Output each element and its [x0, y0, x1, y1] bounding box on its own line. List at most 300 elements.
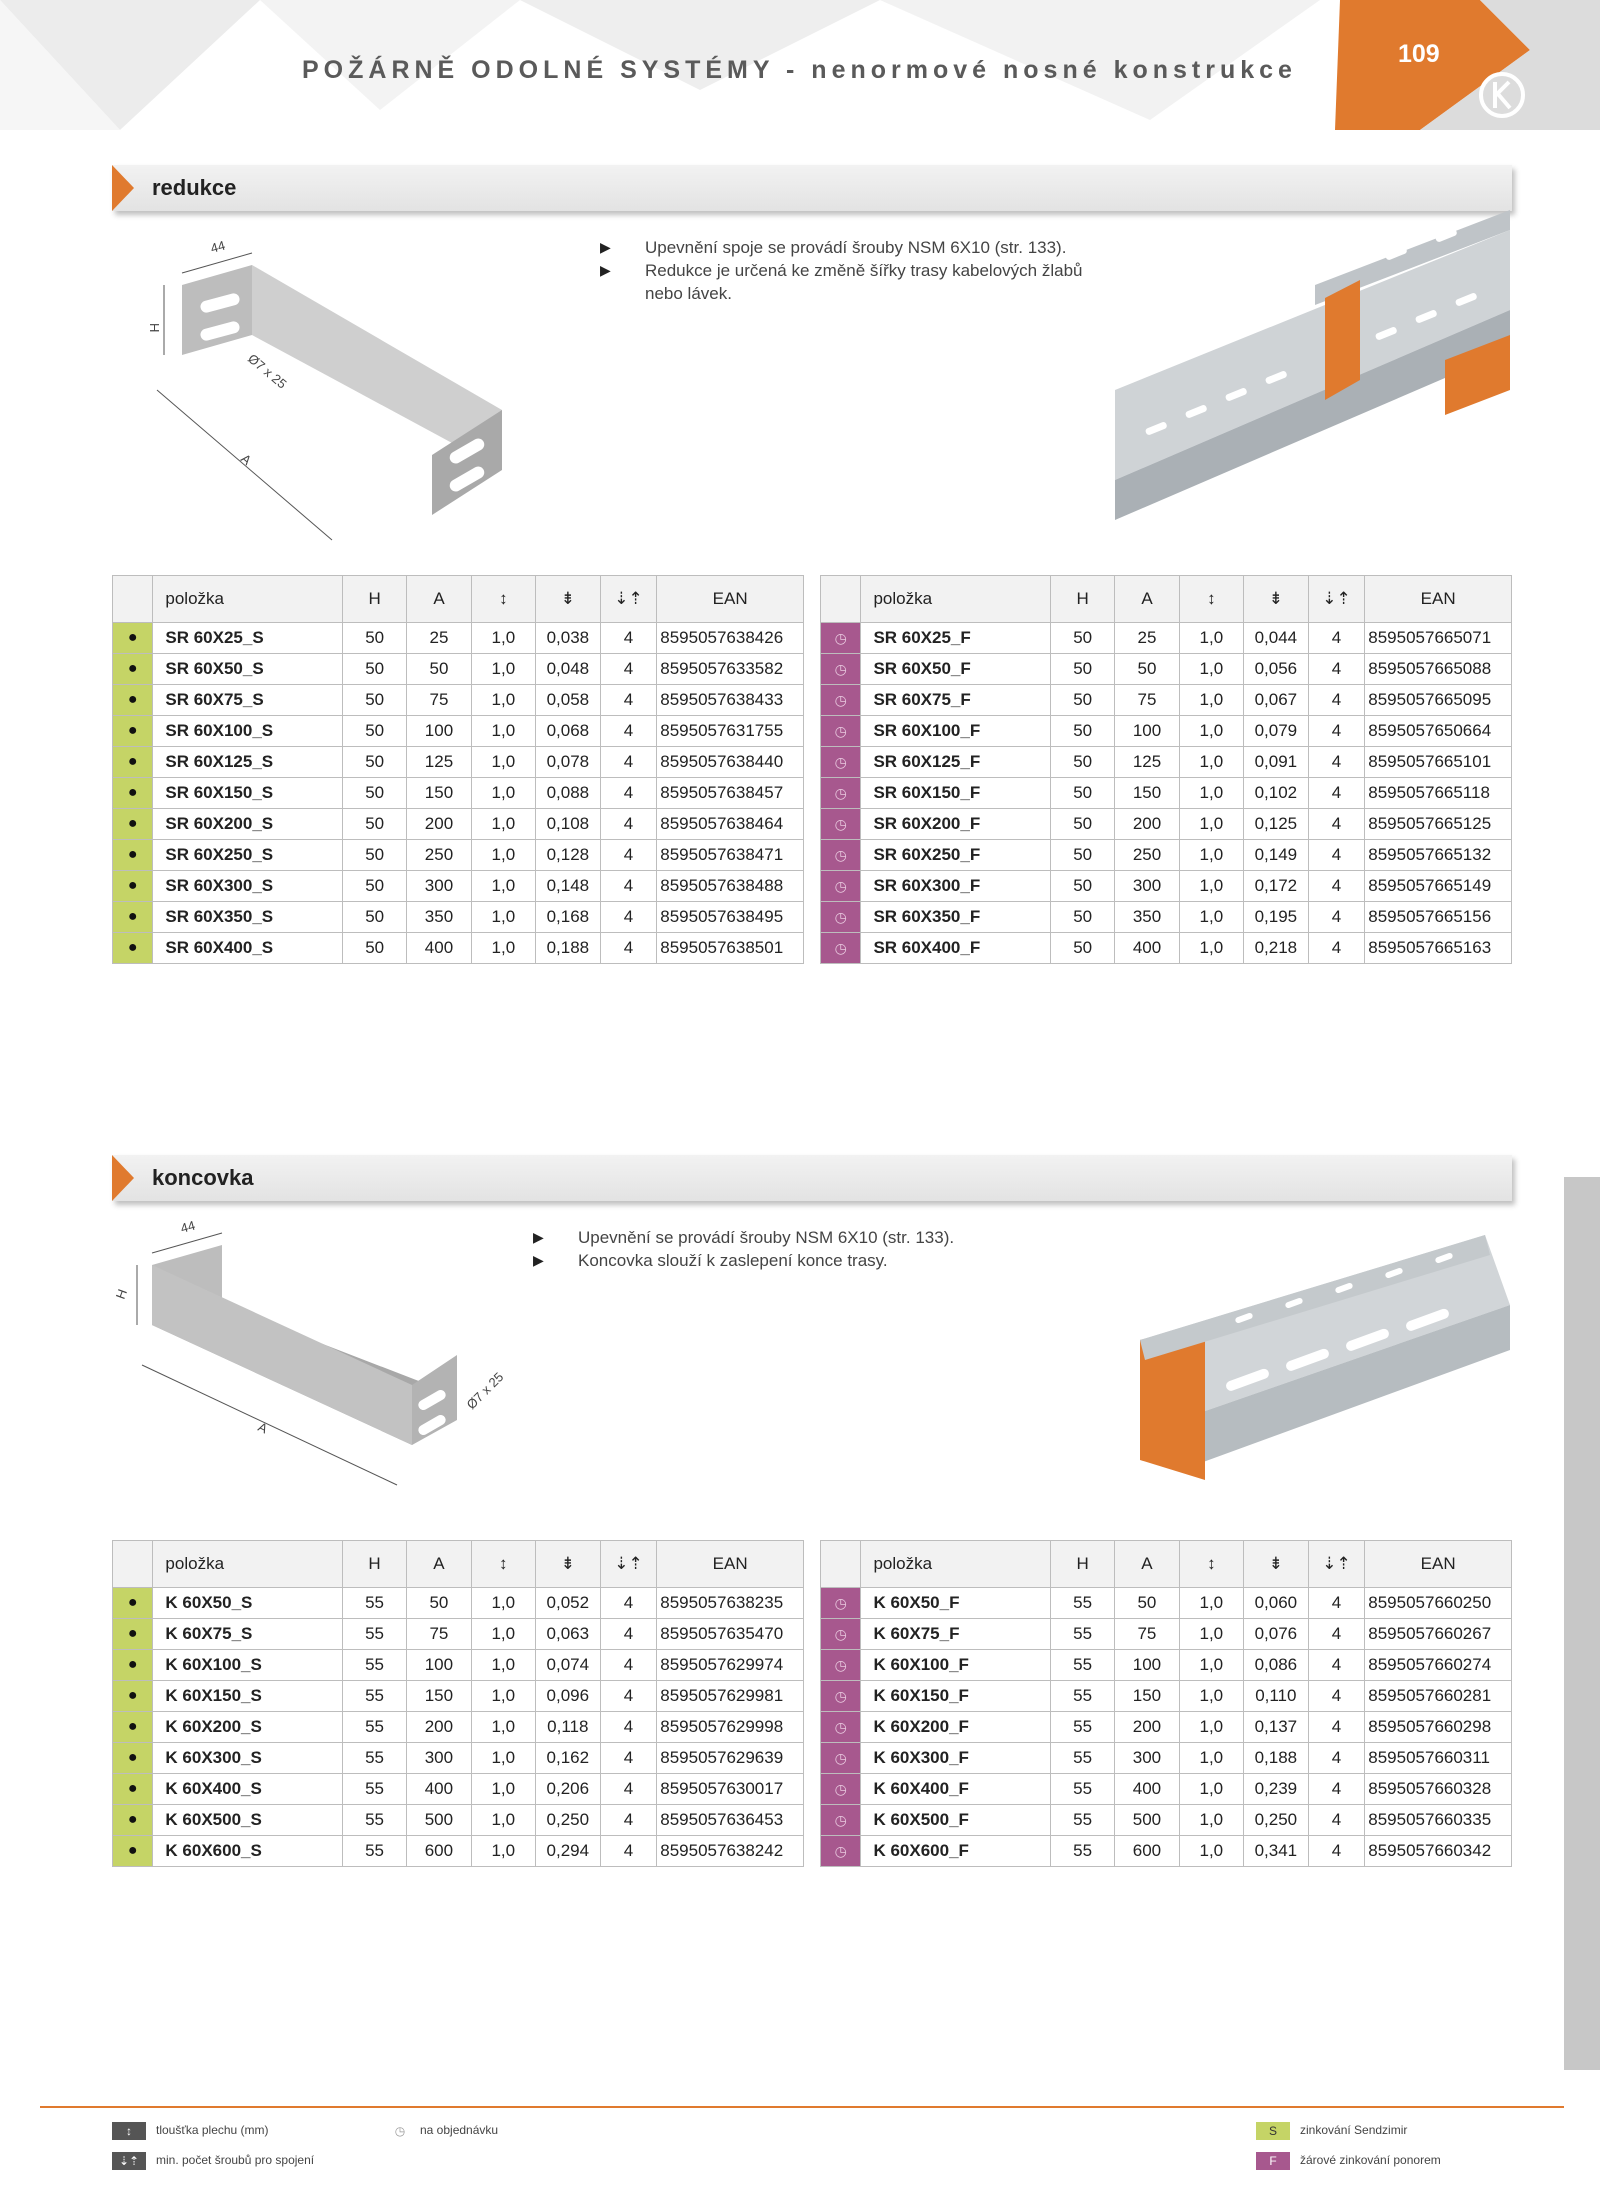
legend-label: na objednávku [420, 2123, 499, 2138]
koncovka-table-f [820, 1540, 1512, 1867]
h-value: 50 [1051, 654, 1115, 685]
col-header-h: H [1051, 576, 1115, 623]
ean-value: 8595057638471 [657, 840, 804, 871]
bolts-value: 4 [600, 871, 657, 902]
bolts-value: 4 [1308, 778, 1365, 809]
thickness-value: 1,0 [1179, 1774, 1243, 1805]
thickness-value: 1,0 [471, 871, 535, 902]
bolts-value: 4 [1308, 1805, 1365, 1836]
dim-label-hole: Ø7 x 25 [245, 350, 290, 392]
thickness-value: 1,0 [471, 747, 535, 778]
col-header-item: položka [861, 576, 1051, 623]
col-header-h: H [342, 1541, 406, 1588]
legend-s [1256, 2122, 1407, 2140]
table-row [821, 871, 1512, 902]
ean-value: 8595057635470 [657, 1619, 804, 1650]
item-code: K 60X150_S [153, 1681, 343, 1712]
bolts-icon: ⇣⇡ [1308, 1541, 1365, 1588]
a-value: 100 [407, 716, 471, 747]
item-code: K 60X100_S [153, 1650, 343, 1681]
thickness-value: 1,0 [1179, 716, 1243, 747]
item-code: SR 60X100_F [861, 716, 1051, 747]
a-value: 300 [1115, 871, 1179, 902]
item-code: K 60X300_F [861, 1743, 1050, 1774]
table-row [821, 778, 1512, 809]
table-row [821, 1805, 1512, 1836]
h-value: 50 [343, 716, 407, 747]
a-value: 400 [1115, 1774, 1179, 1805]
ean-value: 8595057633582 [657, 654, 804, 685]
weight-value: 0,118 [535, 1712, 600, 1743]
h-value: 50 [343, 809, 407, 840]
ean-value: 8595057665088 [1365, 654, 1512, 685]
weight-value: 0,168 [536, 902, 601, 933]
stock-dot-icon: ● [113, 716, 153, 747]
table-row [821, 1743, 1512, 1774]
col-header-a: A [407, 576, 471, 623]
a-value: 100 [407, 1650, 471, 1681]
weight-value: 0,048 [536, 654, 601, 685]
section-arrow-icon [112, 165, 134, 211]
weight-value: 0,341 [1243, 1836, 1308, 1867]
h-value: 55 [1050, 1588, 1114, 1619]
item-code: SR 60X150_S [153, 778, 343, 809]
stock-dot-icon: ● [113, 654, 153, 685]
item-code: SR 60X50_F [861, 654, 1051, 685]
item-code: SR 60X150_F [861, 778, 1051, 809]
section-arrow-icon [112, 1155, 134, 1201]
ean-value: 8595057665118 [1365, 778, 1512, 809]
bullet-item: ▶ Redukce je určená ke změně šířky trasy kabelových žlabů nebo lávek. [600, 259, 1120, 305]
ean-value: 8595057638501 [657, 933, 804, 964]
ean-value: 8595057660274 [1365, 1650, 1512, 1681]
redukce-technical-drawing [112, 225, 582, 555]
clock-icon: ◷ [821, 778, 861, 809]
h-value: 55 [342, 1588, 406, 1619]
item-code: K 60X150_F [861, 1681, 1050, 1712]
col-header-ean: EAN [657, 576, 804, 623]
clock-icon: ◷ [821, 685, 861, 716]
a-value: 75 [1115, 1619, 1179, 1650]
a-value: 75 [407, 685, 471, 716]
weight-value: 0,068 [536, 716, 601, 747]
bolts-value: 4 [1308, 1743, 1365, 1774]
thickness-value: 1,0 [471, 685, 535, 716]
clock-icon: ◷ [821, 1805, 861, 1836]
stock-dot-icon: ● [113, 1619, 153, 1650]
thickness-icon: ↕ [471, 1541, 535, 1588]
thickness-value: 1,0 [1179, 902, 1243, 933]
bolts-value: 4 [600, 747, 657, 778]
weight-value: 0,128 [536, 840, 601, 871]
bolts-value: 4 [600, 1588, 657, 1619]
table-row [113, 685, 804, 716]
h-value: 55 [342, 1774, 406, 1805]
stock-dot-icon: ● [113, 778, 153, 809]
col-header-item: položka [861, 1541, 1050, 1588]
ean-value: 8595057665125 [1365, 809, 1512, 840]
weight-value: 0,044 [1244, 623, 1309, 654]
h-value: 55 [1050, 1619, 1114, 1650]
clock-icon: ◷ [821, 1774, 861, 1805]
h-value: 50 [343, 778, 407, 809]
redukce-table-f [820, 575, 1512, 964]
col-header-ean: EAN [1365, 1541, 1512, 1588]
bullet-item: ▶ Upevnění spoje se provádí šrouby NSM 6X10 (str. 133). [600, 236, 1120, 259]
bolts-value: 4 [1308, 902, 1365, 933]
weight-value: 0,250 [535, 1805, 600, 1836]
a-value: 50 [407, 1588, 471, 1619]
weight-value: 0,063 [535, 1619, 600, 1650]
a-value: 200 [1115, 809, 1179, 840]
item-code: SR 60X250_S [153, 840, 343, 871]
table-row [821, 685, 1512, 716]
bullet-item: ▶ Upevnění se provádí šrouby NSM 6X10 (str. 133). [533, 1226, 1093, 1249]
thickness-value: 1,0 [471, 840, 535, 871]
weight-value: 0,079 [1244, 716, 1309, 747]
weight-value: 0,086 [1243, 1650, 1308, 1681]
bolts-value: 4 [600, 623, 657, 654]
thickness-value: 1,0 [1179, 871, 1243, 902]
a-value: 75 [407, 1619, 471, 1650]
ean-value: 8595057665071 [1365, 623, 1512, 654]
h-value: 50 [1051, 840, 1115, 871]
item-code: K 60X500_S [153, 1805, 343, 1836]
ean-value: 8595057638457 [657, 778, 804, 809]
h-value: 55 [342, 1743, 406, 1774]
h-value: 55 [1050, 1836, 1114, 1867]
h-value: 50 [343, 747, 407, 778]
header-marker [821, 576, 861, 623]
section-title: redukce [152, 175, 237, 200]
a-value: 125 [1115, 747, 1179, 778]
legend-label: min. počet šroubů pro spojení [156, 2153, 315, 2168]
a-value: 75 [1115, 685, 1179, 716]
bolts-value: 4 [600, 1619, 657, 1650]
clock-icon: ◷ [821, 1743, 861, 1774]
item-code: SR 60X50_S [153, 654, 343, 685]
bolts-value: 4 [1308, 933, 1365, 964]
table-row [113, 840, 804, 871]
a-value: 25 [1115, 623, 1179, 654]
bolts-value: 4 [600, 1650, 657, 1681]
thickness-value: 1,0 [471, 778, 535, 809]
ean-value: 8595057629998 [657, 1712, 804, 1743]
thickness-value: 1,0 [471, 1619, 535, 1650]
item-code: SR 60X75_S [153, 685, 343, 716]
ean-value: 8595057660311 [1365, 1743, 1512, 1774]
koncovka-technical-drawing [112, 1215, 532, 1515]
thickness-value: 1,0 [471, 1774, 535, 1805]
table-row [821, 716, 1512, 747]
weight-value: 0,239 [1243, 1774, 1308, 1805]
bolts-value: 4 [1308, 1774, 1365, 1805]
bolts-value: 4 [600, 902, 657, 933]
ean-value: 8595057660281 [1365, 1681, 1512, 1712]
ean-value: 8595057660250 [1365, 1588, 1512, 1619]
table-row [113, 933, 804, 964]
weight-value: 0,096 [535, 1681, 600, 1712]
table-row [113, 1836, 804, 1867]
dim-label-width: 44 [208, 237, 227, 256]
col-header-a: A [1115, 1541, 1179, 1588]
thickness-value: 1,0 [471, 902, 535, 933]
a-value: 500 [1115, 1805, 1179, 1836]
h-value: 50 [1051, 778, 1115, 809]
clock-icon: ◷ [821, 1619, 861, 1650]
bolts-value: 4 [1308, 685, 1365, 716]
item-code: SR 60X300_S [153, 871, 343, 902]
bolts-value: 4 [600, 840, 657, 871]
a-value: 150 [407, 1681, 471, 1712]
a-value: 25 [407, 623, 471, 654]
finish-f-badge: F [1256, 2152, 1290, 2170]
stock-dot-icon: ● [113, 1805, 153, 1836]
ean-value: 8595057638242 [657, 1836, 804, 1867]
item-code: K 60X100_F [861, 1650, 1050, 1681]
col-header-h: H [343, 576, 407, 623]
table-row [821, 1619, 1512, 1650]
item-code: SR 60X350_F [861, 902, 1051, 933]
stock-dot-icon: ● [113, 1712, 153, 1743]
thickness-value: 1,0 [1179, 1619, 1243, 1650]
thickness-icon: ↕ [471, 576, 535, 623]
bolts-value: 4 [600, 809, 657, 840]
h-value: 50 [343, 654, 407, 685]
thickness-icon: ↕ [112, 2122, 146, 2140]
table-row [821, 840, 1512, 871]
header-marker [113, 1541, 153, 1588]
a-value: 50 [1115, 654, 1179, 685]
item-code: K 60X200_F [861, 1712, 1050, 1743]
h-value: 50 [343, 871, 407, 902]
finish-s-badge: S [1256, 2122, 1290, 2140]
col-header-item: položka [153, 1541, 343, 1588]
ean-value: 8595057638464 [657, 809, 804, 840]
ean-value: 8595057665101 [1365, 747, 1512, 778]
item-code: K 60X300_S [153, 1743, 343, 1774]
stock-dot-icon: ● [113, 809, 153, 840]
ean-value: 8595057629639 [657, 1743, 804, 1774]
page-title: POŽÁRNĚ ODOLNÉ SYSTÉMY - nenormové nosné konstrukce [302, 56, 1297, 84]
h-value: 55 [1050, 1650, 1114, 1681]
table-row [821, 623, 1512, 654]
stock-dot-icon: ● [113, 623, 153, 654]
clock-icon: ◷ [821, 1650, 861, 1681]
h-value: 55 [342, 1650, 406, 1681]
ean-value: 8595057660342 [1365, 1836, 1512, 1867]
thickness-value: 1,0 [1179, 685, 1243, 716]
table-row [113, 902, 804, 933]
redukce-description [600, 236, 1120, 305]
dim-label-height: H [147, 323, 162, 333]
table-row [821, 747, 1512, 778]
weight-value: 0,137 [1243, 1712, 1308, 1743]
weight-value: 0,250 [1243, 1805, 1308, 1836]
table-row [113, 1805, 804, 1836]
weight-value: 0,206 [535, 1774, 600, 1805]
thickness-value: 1,0 [1179, 809, 1243, 840]
a-value: 300 [1115, 1743, 1179, 1774]
section-header-redukce [112, 165, 1512, 211]
weight-value: 0,172 [1244, 871, 1309, 902]
bolts-value: 4 [1308, 809, 1365, 840]
thickness-value: 1,0 [471, 809, 535, 840]
ean-value: 8595057650664 [1365, 716, 1512, 747]
clock-icon: ◷ [821, 716, 861, 747]
item-code: SR 60X25_F [861, 623, 1051, 654]
side-tab-strip [1564, 1177, 1600, 2070]
h-value: 55 [342, 1836, 406, 1867]
bolts-value: 4 [1308, 654, 1365, 685]
clock-icon: ◷ [821, 623, 861, 654]
a-value: 200 [407, 1712, 471, 1743]
item-code: K 60X75_F [861, 1619, 1050, 1650]
bolts-value: 4 [1308, 871, 1365, 902]
bolts-value: 4 [600, 1836, 657, 1867]
legend-thickness [112, 2122, 269, 2140]
item-code: K 60X50_S [153, 1588, 343, 1619]
bolts-value: 4 [600, 1681, 657, 1712]
legend-order [390, 2122, 498, 2140]
clock-icon: ◷ [821, 654, 861, 685]
thickness-value: 1,0 [471, 654, 535, 685]
table-row [821, 654, 1512, 685]
ean-value: 8595057638426 [657, 623, 804, 654]
item-code: SR 60X400_S [153, 933, 343, 964]
h-value: 50 [1051, 685, 1115, 716]
legend-label: žárové zinkování ponorem [1300, 2153, 1441, 2168]
bolts-value: 4 [600, 1805, 657, 1836]
h-value: 50 [1051, 809, 1115, 840]
weight-icon: ⇟ [1243, 1541, 1308, 1588]
table-row [113, 778, 804, 809]
bolts-value: 4 [600, 778, 657, 809]
item-code: SR 60X350_S [153, 902, 343, 933]
table-row [113, 1774, 804, 1805]
thickness-value: 1,0 [1179, 1712, 1243, 1743]
stock-dot-icon: ● [113, 1681, 153, 1712]
section-title: koncovka [152, 1165, 254, 1190]
thickness-value: 1,0 [471, 933, 535, 964]
redukce-table-s [112, 575, 804, 964]
bullet-item: ▶ Koncovka slouží k zaslepení konce trasy. [533, 1249, 1093, 1272]
a-value: 300 [407, 1743, 471, 1774]
bolts-value: 4 [1308, 1681, 1365, 1712]
item-code: SR 60X125_S [153, 747, 343, 778]
a-value: 400 [407, 933, 471, 964]
bolts-icon: ⇣⇡ [112, 2152, 146, 2170]
ean-value: 8595057629981 [657, 1681, 804, 1712]
table-row [821, 933, 1512, 964]
dim-label-height: H [112, 1287, 131, 1302]
thickness-value: 1,0 [471, 1805, 535, 1836]
weight-value: 0,148 [536, 871, 601, 902]
ean-value: 8595057665149 [1365, 871, 1512, 902]
stock-dot-icon: ● [113, 902, 153, 933]
weight-value: 0,218 [1244, 933, 1309, 964]
ean-value: 8595057665163 [1365, 933, 1512, 964]
h-value: 55 [1050, 1774, 1114, 1805]
table-row [821, 902, 1512, 933]
table-row [113, 871, 804, 902]
thickness-value: 1,0 [1179, 1588, 1243, 1619]
h-value: 55 [1050, 1805, 1114, 1836]
h-value: 50 [343, 840, 407, 871]
thickness-value: 1,0 [471, 1836, 535, 1867]
a-value: 350 [407, 902, 471, 933]
weight-value: 0,060 [1243, 1588, 1308, 1619]
legend-label: tloušťka plechu (mm) [156, 2123, 269, 2138]
bolts-value: 4 [600, 1743, 657, 1774]
table-row [113, 809, 804, 840]
a-value: 250 [1115, 840, 1179, 871]
ean-value: 8595057638488 [657, 871, 804, 902]
a-value: 600 [1115, 1836, 1179, 1867]
item-code: K 60X400_S [153, 1774, 343, 1805]
stock-dot-icon: ● [113, 747, 153, 778]
item-code: SR 60X200_S [153, 809, 343, 840]
header-marker [113, 576, 153, 623]
clock-icon: ◷ [821, 871, 861, 902]
ean-value: 8595057660335 [1365, 1805, 1512, 1836]
bolts-icon: ⇣⇡ [600, 1541, 657, 1588]
h-value: 55 [1050, 1743, 1114, 1774]
bolts-value: 4 [600, 716, 657, 747]
thickness-value: 1,0 [1179, 1681, 1243, 1712]
clock-icon: ◷ [821, 1712, 861, 1743]
bolts-value: 4 [1308, 1836, 1365, 1867]
item-code: K 60X75_S [153, 1619, 343, 1650]
h-value: 55 [342, 1712, 406, 1743]
thickness-value: 1,0 [1179, 623, 1243, 654]
table-row [821, 1588, 1512, 1619]
item-code: SR 60X200_F [861, 809, 1051, 840]
weight-value: 0,074 [535, 1650, 600, 1681]
a-value: 100 [1115, 716, 1179, 747]
table-row [113, 654, 804, 685]
ean-value: 8595057636453 [657, 1805, 804, 1836]
stock-dot-icon: ● [113, 1650, 153, 1681]
table-row [113, 1619, 804, 1650]
legend-bolts [112, 2152, 314, 2170]
col-header-a: A [407, 1541, 471, 1588]
item-code: SR 60X25_S [153, 623, 343, 654]
col-header-h: H [1050, 1541, 1114, 1588]
ean-value: 8595057638235 [657, 1588, 804, 1619]
h-value: 50 [343, 623, 407, 654]
item-code: K 60X400_F [861, 1774, 1050, 1805]
stock-dot-icon: ● [113, 685, 153, 716]
item-code: SR 60X250_F [861, 840, 1051, 871]
weight-value: 0,188 [536, 933, 601, 964]
item-code: SR 60X75_F [861, 685, 1051, 716]
clock-icon: ◷ [821, 809, 861, 840]
table-row [821, 1650, 1512, 1681]
weight-value: 0,088 [536, 778, 601, 809]
ean-value: 8595057660328 [1365, 1774, 1512, 1805]
weight-value: 0,188 [1243, 1743, 1308, 1774]
h-value: 50 [1051, 623, 1115, 654]
bolts-value: 4 [1308, 623, 1365, 654]
thickness-value: 1,0 [1179, 1805, 1243, 1836]
table-row [113, 747, 804, 778]
thickness-value: 1,0 [1179, 933, 1243, 964]
h-value: 55 [1050, 1681, 1114, 1712]
weight-value: 0,110 [1243, 1681, 1308, 1712]
thickness-value: 1,0 [471, 1588, 535, 1619]
table-row [113, 1712, 804, 1743]
